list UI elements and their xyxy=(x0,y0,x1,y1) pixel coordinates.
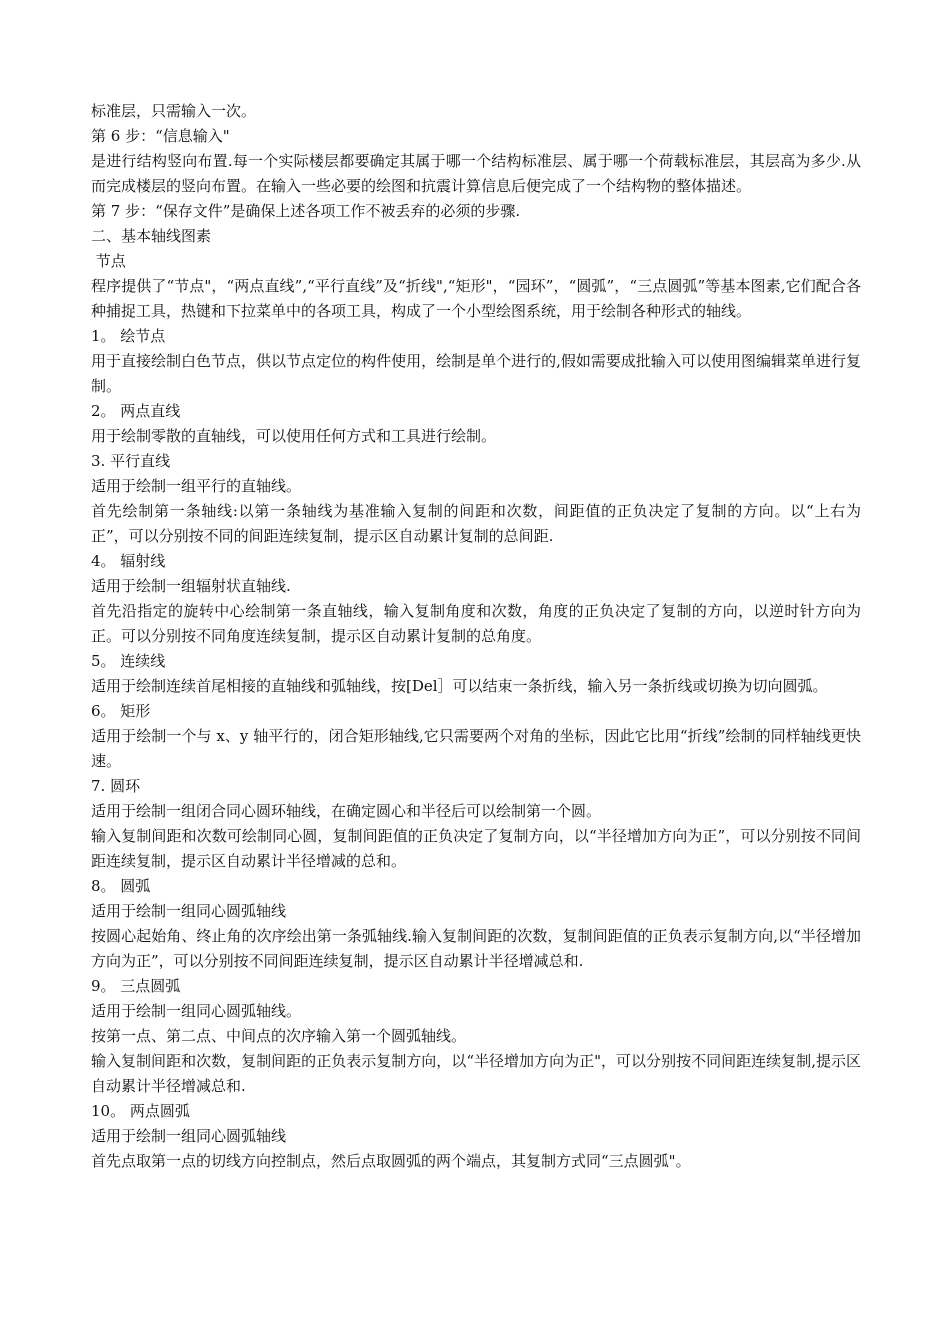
item-heading: 6。 矩形 xyxy=(91,702,151,720)
paragraph: 适用于绘制一个与 x、y 轴平行的，闭合矩形轴线,它只需要两个对角的坐标，因此它比用“折线”绘制的同样轴线更快速。 xyxy=(91,727,861,770)
paragraph: 适用于绘制连续首尾相接的直轴线和弧轴线，按[Del］可以结束一条折线，输入另一条折线或切换为切向圆弧。 xyxy=(91,677,828,695)
paragraph: 用于绘制零散的直轴线，可以使用任何方式和工具进行绘制。 xyxy=(91,427,497,445)
subsection-heading: 节点 xyxy=(91,252,126,270)
item-heading: 7. 圆环 xyxy=(91,777,141,795)
paragraph: 适用于绘制一组闭合同心圆环轴线，在确定圆心和半径后可以绘制第一个圆。 xyxy=(91,802,602,820)
paragraph: 适用于绘制一组同心圆弧轴线 xyxy=(91,902,287,920)
item-heading: 9。 三点圆弧 xyxy=(91,977,181,995)
paragraph: 首先绘制第一条轴线:以第一条轴线为基准输入复制的间距和次数，间距值的正负决定了复制的方向。以“上右为正”，可以分别按不同的间距连续复制，提示区自动累计复制的总间距. xyxy=(91,502,861,545)
paragraph: 按圆心起始角、终止角的次序绘出第一条弧轴线.输入复制间距的次数，复制间距值的正负表示复制方向,以“半径增加方向为正”，可以分别按不同间距连续复制，提示区自动累计半径增减总和. xyxy=(91,927,861,970)
item-heading: 3. 平行直线 xyxy=(91,452,171,470)
section-heading: 二、基本轴线图素 xyxy=(91,227,212,245)
paragraph: 适用于绘制一组平行的直轴线。 xyxy=(91,477,302,495)
step-7-heading: 第 7 步：“保存文件”是确保上述各项工作不被丢弃的必须的步骤. xyxy=(91,202,521,220)
item-heading: 5。 连续线 xyxy=(91,652,166,670)
item-heading: 2。 两点直线 xyxy=(91,402,181,420)
text-line: 标准层，只需输入一次。 xyxy=(91,102,257,120)
paragraph: 输入复制间距和次数可绘制同心圆，复制间距值的正负决定了复制方向，以“半径增加方向为正”，可以分别按不同间距连续复制，提示区自动累计半径增减的总和。 xyxy=(91,827,861,870)
paragraph: 用于直接绘制白色节点，供以节点定位的构件使用，绘制是单个进行的,假如需要成批输入可以使用图编辑菜单进行复制。 xyxy=(91,352,861,395)
item-heading: 10。 两点圆弧 xyxy=(91,1102,190,1120)
step-6-heading: 第 6 步：“信息输入" xyxy=(91,127,230,145)
paragraph: 输入复制间距和次数，复制间距的正负表示复制方向，以“半径增加方向为正"，可以分别按不同间距连续复制,提示区自动累计半径增减总和. xyxy=(91,1052,861,1095)
paragraph: 按第一点、第二点、中间点的次序输入第一个圆弧轴线。 xyxy=(91,1027,467,1045)
paragraph: 首先沿指定的旋转中心绘制第一条直轴线，输入复制角度和次数，角度的正负决定了复制的方向，以逆时针方向为正。可以分别按不同角度连续复制，提示区自动累计复制的总角度。 xyxy=(91,602,861,645)
item-heading: 4。 辐射线 xyxy=(91,552,166,570)
paragraph: 是进行结构竖向布置.每一个实际楼层都要确定其属于哪一个结构标准层、属于哪一个荷载标准层，其层高为多少.从而完成楼层的竖向布置。在输入一些必要的绘图和抗震计算信息后便完成了一个结构物的整体描述。 xyxy=(91,152,861,195)
paragraph: 适用于绘制一组辐射状直轴线. xyxy=(91,577,291,595)
paragraph: 程序提供了“节点"，“两点直线”,“平行直线”及“折线",“矩形"，“园环”，“圆弧”，“三点圆弧”等基本图素,它们配合各种捕捉工具，热键和下拉菜单中的各项工具，构成了一个小型绘图系统，用于绘制各种形式的轴线。 xyxy=(91,277,861,320)
paragraph: 适用于绘制一组同心圆弧轴线 xyxy=(91,1127,287,1145)
paragraph: 首先点取第一点的切线方向控制点，然后点取圆弧的两个端点，其复制方式同“三点圆弧"。 xyxy=(91,1152,691,1170)
document-body xyxy=(91,99,861,1174)
item-heading: 8。 圆弧 xyxy=(91,877,151,895)
item-heading: 1。 绘节点 xyxy=(91,327,166,345)
paragraph: 适用于绘制一组同心圆弧轴线。 xyxy=(91,1002,302,1020)
